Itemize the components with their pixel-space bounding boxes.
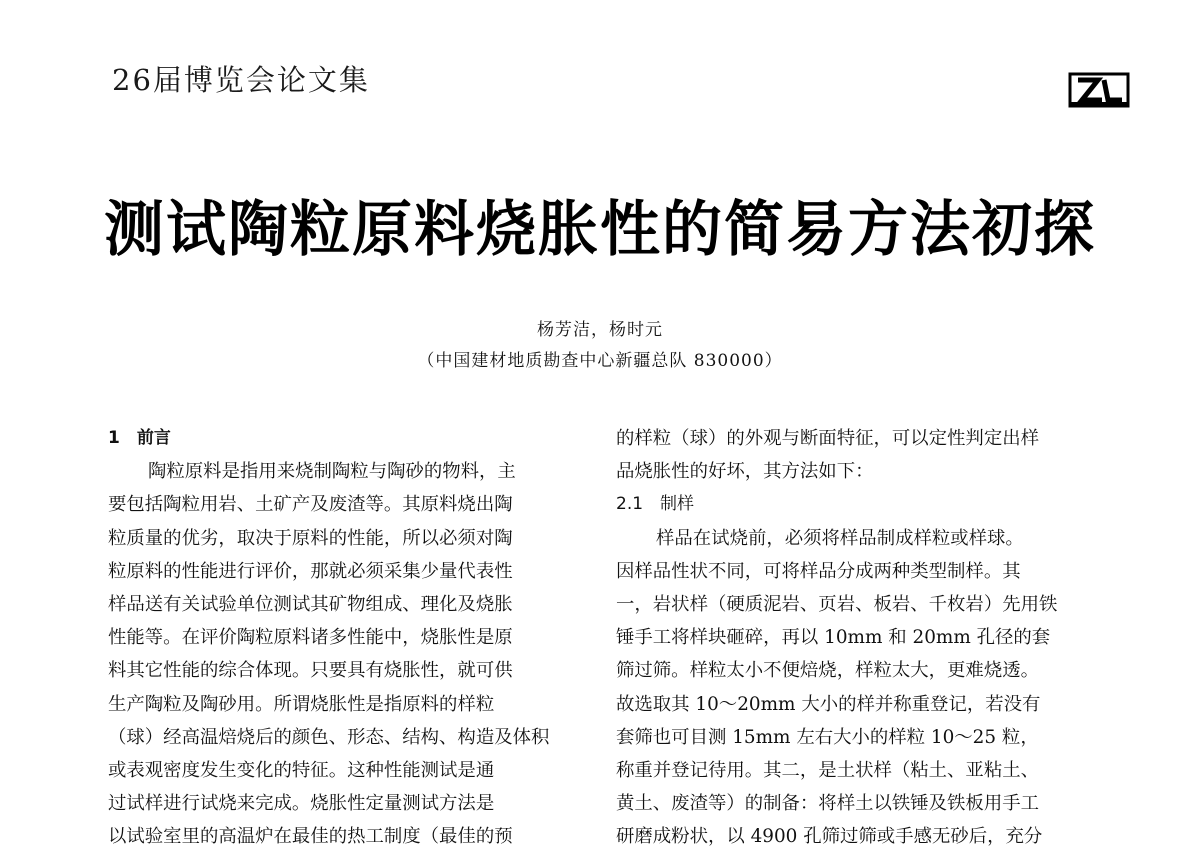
section-heading: 1 前言: [108, 428, 171, 448]
paper-title: 测试陶粒原料烧胀性的简易方法初探: [104, 195, 1096, 265]
paragraph-line: （球）经高温焙烧后的颜色、形态、结构、构造及体积: [108, 726, 550, 748]
authors: 杨芳洁，杨时元: [537, 320, 663, 340]
paragraph-line: 样品在试烧前，必须将样品制成样粒或样球。: [656, 527, 1024, 549]
paragraph-line: 故选取其 10～20mm 大小的样并称重登记，若没有: [616, 693, 1041, 715]
paragraph-line: 过试样进行试烧来完成。烧胀性定量测试方法是: [108, 793, 495, 815]
paragraph-line: 锤手工将样块砸碎，再以 10mm 和 20mm 孔径的套: [616, 627, 1051, 649]
paragraph-line: 研磨成粉状，以 4900 孔筛过筛或手感无砂后，充分: [616, 826, 1043, 848]
paragraph-line: 黄土、废渣等）的制备：将样土以铁锤及铁板用手工: [616, 793, 1039, 815]
paragraph-line: 或表观密度发生变化的特征。这种性能测试是通: [108, 759, 495, 781]
paragraph-line: 称重并登记待用。其二，是土状样（粘土、亚粘土、: [616, 759, 1039, 781]
paragraph-line: 因样品性状不同，可将样品分成两种类型制样。其: [616, 560, 1021, 582]
paragraph-line: 性能等。在评价陶粒原料诸多性能中，烧胀性是原: [108, 627, 513, 649]
left-column: [108, 422, 580, 853]
paragraph-line: 的样粒（球）的外观与断面特征，可以定性判定出样: [616, 428, 1039, 449]
series-header: 26届博览会论文集: [112, 63, 370, 97]
affiliation: （中国建材地质勘查中心新疆总队 830000）: [417, 351, 783, 371]
paragraph-line: 粒原料的性能进行评价，那就必须采集少量代表性: [108, 560, 513, 582]
paragraph-line: 生产陶粒及陶砂用。所谓烧胀性是指原料的样粒: [108, 693, 495, 715]
paragraph-line: 一，岩状样（硬质泥岩、页岩、板岩、千枚岩）先用铁: [616, 593, 1058, 615]
paragraph-line: 以试验室里的高温炉在最佳的热工制度（最佳的预: [108, 826, 513, 848]
right-column: [616, 422, 1088, 853]
paragraph-line: 套筛也可目测 15mm 左右大小的样粒 10～25 粒，: [616, 726, 1039, 748]
journal-logo-icon: [1068, 72, 1130, 108]
paragraph-line: 品烧胀性的好坏，其方法如下：: [616, 461, 874, 483]
subsection-heading: 2.1 制样: [616, 494, 695, 515]
paragraph-line: 陶粒原料是指用来烧制陶粒与陶砂的物料，主: [148, 461, 516, 483]
paragraph-line: 粒质量的优劣，取决于原料的性能，所以必须对陶: [108, 527, 513, 549]
paragraph-line: 料其它性能的综合体现。只要具有烧胀性，就可供: [108, 660, 513, 682]
paragraph-line: 样品送有关试验单位测试其矿物组成、理化及烧胀: [108, 593, 513, 615]
paragraph-line: 筛过筛。样粒太小不便焙烧，样粒太大，更难烧透。: [616, 660, 1039, 682]
paragraph-line: 要包括陶粒用岩、土矿产及废渣等。其原料烧出陶: [108, 494, 513, 516]
